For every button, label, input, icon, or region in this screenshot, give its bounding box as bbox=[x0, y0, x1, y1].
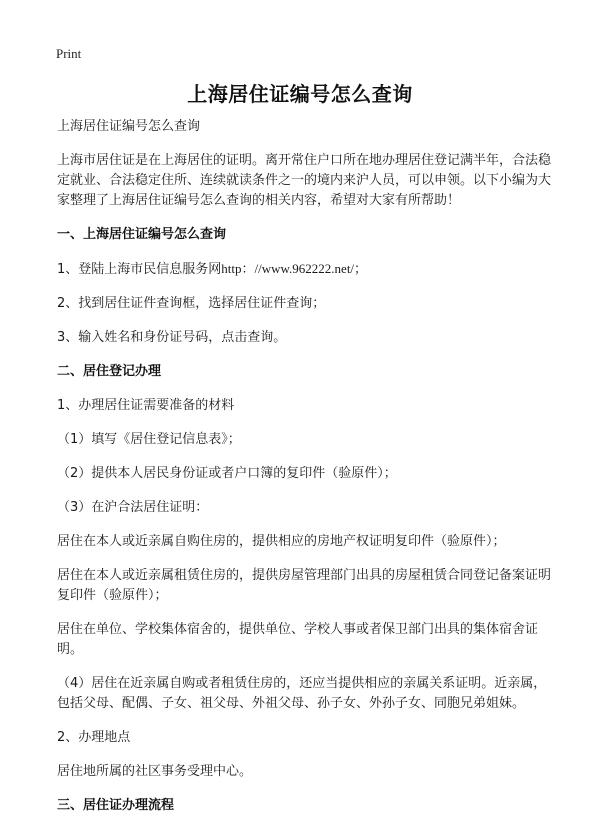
print-link[interactable]: Print bbox=[56, 46, 82, 61]
website-url: http：//www.962222.net/； bbox=[221, 261, 368, 276]
section-heading-process: 三、居住证办理流程 bbox=[57, 798, 175, 813]
residence-proof-2: 居住在本人或近亲属租赁住房的，提供房屋管理部门出具的房屋租赁合同登记备案证明复印件（验原件）； bbox=[57, 568, 552, 603]
material-item-4: （4）居住在近亲属自购或者租赁住房的，还应当提供相应的亲属关系证明。近亲属，包括父母、配偶、子女、祖父母、外祖父母、孙子女、外孙子女、同胞兄弟姐妹。 bbox=[57, 676, 547, 711]
section-heading-registration: 二、居住登记办理 bbox=[57, 364, 162, 379]
material-item-2: （2）提供本人居民身份证或者户口簿的复印件（验原件）； bbox=[57, 466, 397, 481]
material-item-1: （1）填写《居住登记信息表》； bbox=[57, 432, 241, 447]
step-3: 3、输入姓名和身份证号码，点击查询。 bbox=[57, 330, 287, 345]
residence-proof-1: 居住在本人或近亲属自购住房的，提供相应的房地产权证明复印件（验原件）； bbox=[57, 534, 506, 549]
material-item-3: （3）在沪合法居住证明： bbox=[57, 500, 209, 515]
article-subtitle: 上海居住证编号怎么查询 bbox=[57, 119, 201, 134]
step-1 bbox=[57, 259, 551, 280]
materials-heading: 1、办理居住证需要准备的材料 bbox=[57, 398, 235, 413]
section-heading-query: 一、上海居住证编号怎么查询 bbox=[57, 227, 227, 242]
article-body bbox=[57, 117, 551, 828]
page-title: 上海居住证编号怎么查询 bbox=[187, 82, 413, 106]
step-1-text: 1、登陆上海市民信息服务网 bbox=[57, 262, 222, 277]
location-text: 居住地所属的社区事务受理中心。 bbox=[57, 764, 253, 779]
residence-proof-3: 居住在单位、学校集体宿舍的，提供单位、学校人事或者保卫部门出具的集体宿舍证明。 bbox=[57, 622, 539, 657]
intro-paragraph: 上海市居住证是在上海居住的证明。离开常住户口所在地办理居住登记满半年，合法稳定就业、合法稳定住所、连续就读条件之一的境内来沪人员，可以申领。以下小编为大家整理了上海居住证编号怎么查询的相关内容，希望对大家有所帮助！ bbox=[57, 153, 552, 208]
step-2: 2、找到居住证件查询框，选择居住证件查询； bbox=[57, 296, 326, 311]
location-heading: 2、办理地点 bbox=[57, 730, 131, 745]
